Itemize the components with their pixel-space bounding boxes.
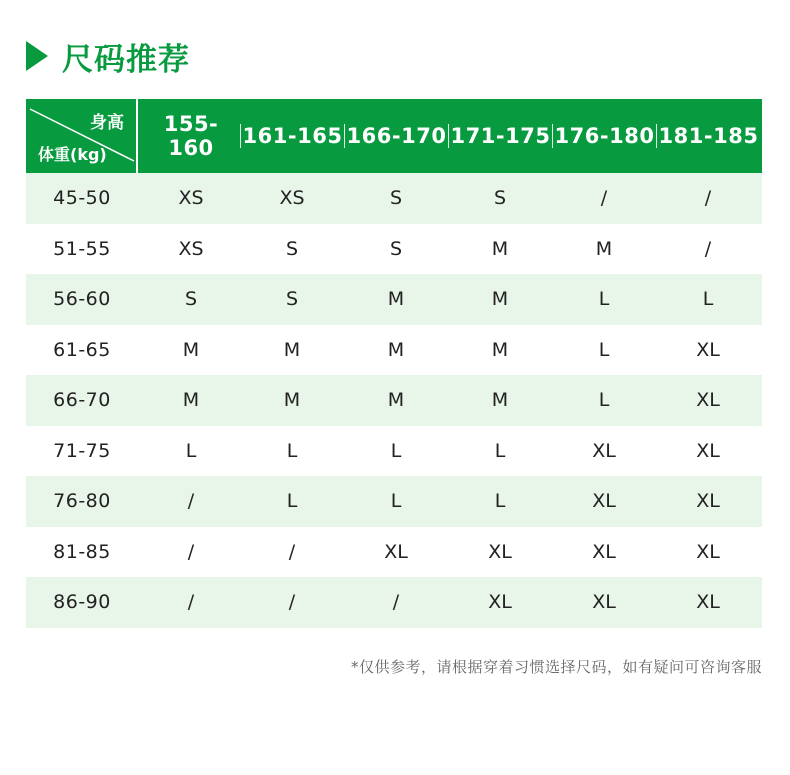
play-arrow-icon	[26, 41, 48, 71]
size-cell: L	[286, 490, 298, 513]
column-header: 155-160	[163, 112, 219, 160]
size-cell: S	[285, 237, 299, 260]
size-cell: M	[491, 338, 509, 361]
size-cell: XL	[488, 540, 512, 563]
size-cell: /	[187, 540, 195, 563]
size-cell: L	[702, 288, 714, 311]
size-cell: XL	[696, 389, 720, 412]
title-row	[26, 36, 190, 76]
size-cell: S	[184, 288, 198, 311]
column-header: 171-175	[448, 124, 552, 148]
weight-label: 56-60	[53, 288, 111, 311]
size-cell: /	[187, 490, 195, 513]
size-cell: /	[600, 187, 608, 210]
size-cell: /	[288, 591, 296, 614]
size-cell: M	[491, 237, 509, 260]
weight-label: 61-65	[53, 338, 111, 361]
table-header	[26, 99, 762, 173]
size-cell: S	[389, 237, 403, 260]
column-header: 181-185	[656, 124, 760, 148]
size-cell: L	[390, 490, 402, 513]
size-cell: XL	[384, 540, 408, 563]
size-chart-table	[26, 99, 762, 628]
size-cells	[138, 238, 762, 260]
size-cell: XL	[488, 591, 512, 614]
size-cell: S	[493, 187, 507, 210]
size-cell: M	[283, 338, 301, 361]
weight-label: 45-50	[53, 187, 111, 210]
size-cell: XL	[696, 490, 720, 513]
size-cell: /	[187, 591, 195, 614]
size-cell: L	[494, 490, 506, 513]
weight-label: 81-85	[53, 540, 111, 563]
height-axis-label: 身高	[90, 113, 124, 133]
weight-label: 66-70	[53, 389, 111, 412]
column-header: 161-165	[240, 124, 344, 148]
size-cells	[138, 288, 762, 310]
size-cell: L	[598, 389, 610, 412]
weight-label: 71-75	[53, 439, 111, 462]
table-body	[26, 173, 762, 628]
size-cell: S	[389, 187, 403, 210]
size-cell: M	[595, 237, 613, 260]
weight-axis-label: 体重(kg)	[38, 145, 107, 164]
table-row	[26, 426, 762, 477]
size-cell: XS	[279, 187, 305, 210]
size-cell: XL	[592, 439, 616, 462]
weight-label: 86-90	[53, 591, 111, 614]
size-cell: XL	[592, 591, 616, 614]
weight-label: 76-80	[53, 490, 111, 513]
size-cell: L	[390, 439, 402, 462]
size-cell: L	[185, 439, 197, 462]
size-cell: S	[285, 288, 299, 311]
size-cell: M	[387, 389, 405, 412]
size-cell: XS	[178, 237, 204, 260]
size-cell: XS	[178, 187, 204, 210]
size-cell: M	[387, 288, 405, 311]
weight-label: 51-55	[53, 237, 111, 260]
size-cell: /	[704, 187, 712, 210]
size-cells	[138, 389, 762, 411]
corner-header-cell	[26, 99, 138, 173]
size-cell: M	[491, 389, 509, 412]
size-cell: M	[491, 288, 509, 311]
column-header: 176-180	[552, 124, 656, 148]
size-cell: XL	[696, 338, 720, 361]
size-cells	[138, 591, 762, 613]
table-row	[26, 325, 762, 376]
table-row	[26, 173, 762, 224]
size-cell: L	[598, 338, 610, 361]
size-cell: /	[288, 540, 296, 563]
size-cells	[138, 541, 762, 563]
height-columns	[138, 99, 762, 173]
size-cells	[138, 490, 762, 512]
size-cell: L	[598, 288, 610, 311]
table-row	[26, 375, 762, 426]
size-cell: M	[283, 389, 301, 412]
table-row	[26, 224, 762, 275]
size-cells	[138, 440, 762, 462]
size-cell: M	[182, 389, 200, 412]
size-cell: /	[392, 591, 400, 614]
size-cell: M	[387, 338, 405, 361]
size-cell: /	[704, 237, 712, 260]
size-cell: L	[494, 439, 506, 462]
size-cell: XL	[696, 540, 720, 563]
size-cell: XL	[592, 490, 616, 513]
column-header: 166-170	[344, 124, 448, 148]
table-row	[26, 527, 762, 578]
table-row	[26, 476, 762, 527]
size-cell: M	[182, 338, 200, 361]
size-cell: XL	[696, 591, 720, 614]
table-row	[26, 577, 762, 628]
page-title: 尺码推荐	[62, 41, 190, 78]
size-cells	[138, 339, 762, 361]
size-cell: XL	[696, 439, 720, 462]
size-cell: XL	[592, 540, 616, 563]
footnote: *仅供参考，请根据穿着习惯选择尺码，如有疑问可咨询客服	[350, 658, 762, 676]
size-cells	[138, 187, 762, 209]
table-row	[26, 274, 762, 325]
size-cell: L	[286, 439, 298, 462]
